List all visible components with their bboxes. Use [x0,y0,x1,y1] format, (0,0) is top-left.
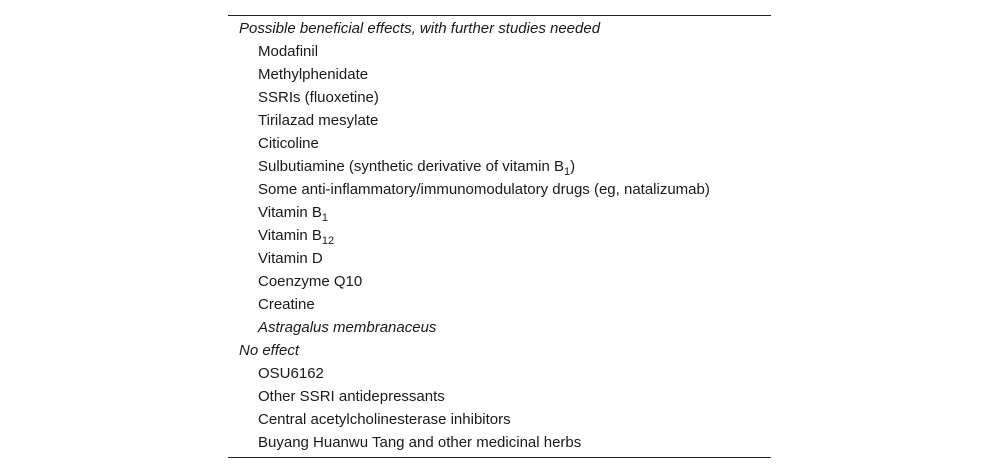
section-heading-no-effect: No effect [239,342,300,359]
list-item-tirilazad: Tirilazad mesylate [258,112,379,129]
section-heading-possible-beneficial: Possible beneficial effects, with further studies needed [239,20,601,37]
list-item-citicoline: Citicoline [258,135,319,152]
list-item-coenzyme-q10: Coenzyme Q10 [258,273,363,290]
list-item-vitamin-b12: Vitamin $B_{12}$ [258,227,335,247]
list-item-acetylcholinesterase: Central acetylcholinesterase inhibitors [258,411,511,428]
list-item-anti-inflammatory: Some anti-inflammatory/immunomodulatory drugs (eg, natalizumab) [258,181,710,198]
list-item-methylphenidate: Methylphenidate [258,66,369,83]
list-item-buyang-huanwu: Buyang Huanwu Tang and other medicinal herbs [258,434,582,451]
list-item-astragalus: Astragalus membranaceus [258,319,437,336]
subscript: 12 [321,235,335,247]
list-item-vitamin-b1: Vitamin $B_1$ [258,204,329,224]
subscript: 1 [321,212,329,224]
list-item-osu6162: OSU6162 [258,365,324,382]
list-item-ssris: SSRIs (fluoxetine) [258,89,379,106]
list-item-vitamin-d: Vitamin D [258,250,323,267]
list-item-creatine: Creatine [258,296,315,313]
list-item-other-ssri: Other SSRI antidepressants [258,388,445,405]
treatment-table [228,15,771,458]
subscript: 1 [563,166,571,178]
list-item-sulbutiamine: Sulbutiamine (synthetic derivative of vitamin $B_1$) [258,158,576,178]
list-item-modafinil: Modafinil [258,43,319,60]
